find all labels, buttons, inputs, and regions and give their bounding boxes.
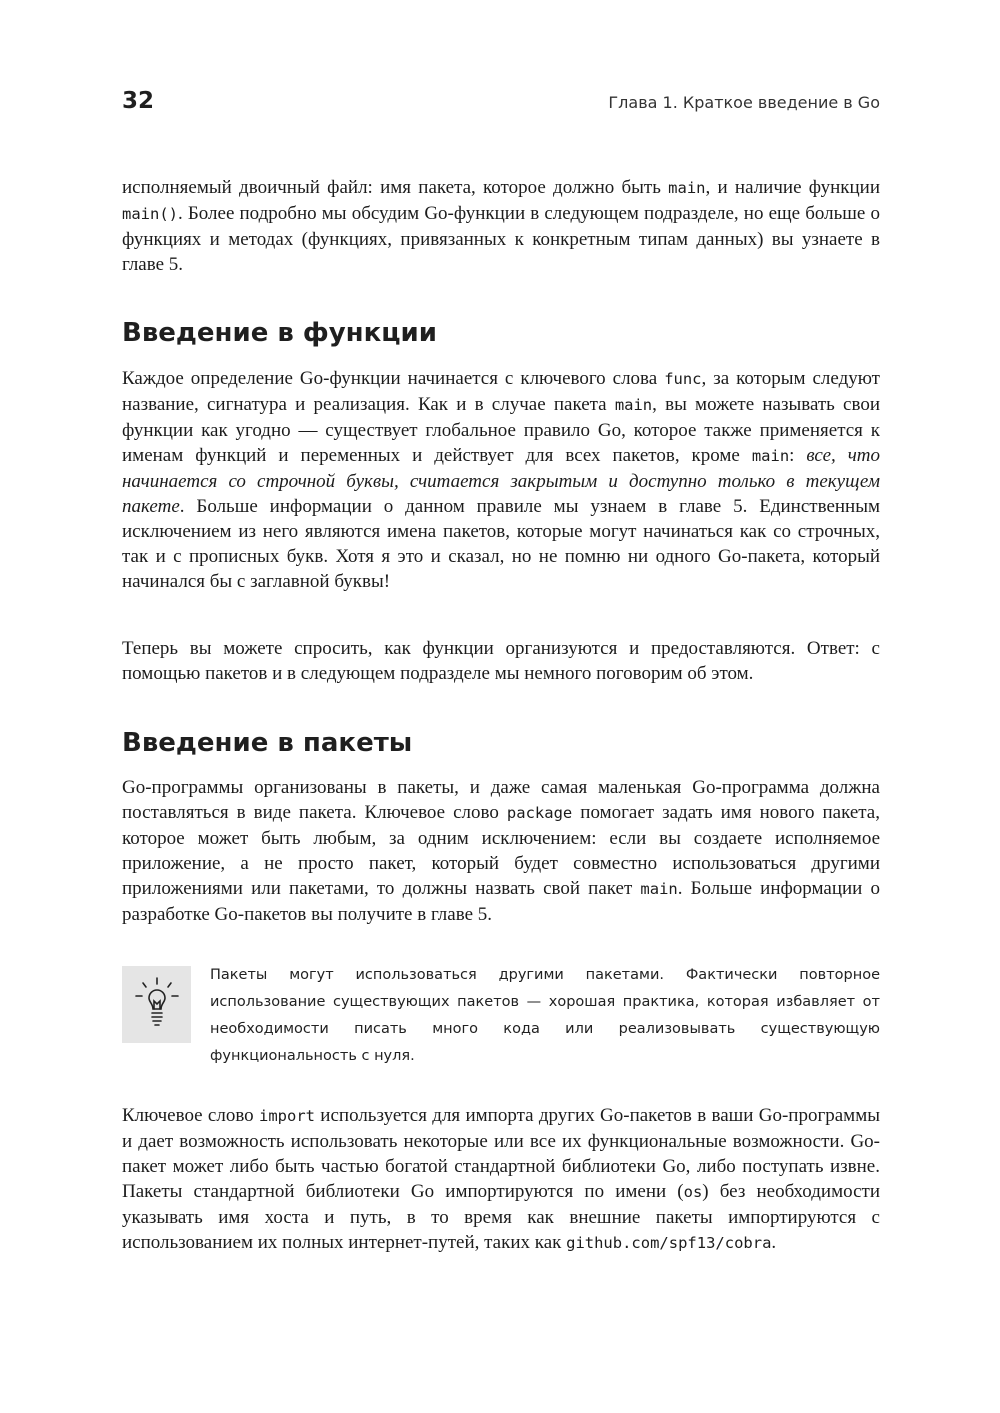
text-run: . Больше информации о разработке Go-пакетов вы получите в главе 5.	[122, 878, 881, 925]
text-run: , вы можете называть свои функции как угодно — существует глобальное правило Go, которое также применяется к именам функций и переменных и действует для всех пакетов, кроме	[122, 394, 881, 466]
code-main: main	[751, 447, 790, 465]
italic-rule: все, что начинается со строчной буквы, считается закрытым и доступно только в текущем пакете	[122, 445, 881, 517]
text-run: исполняемый двоичный файл: имя пакета, которое должно быть	[122, 177, 669, 198]
text-run: . Больше информации о данном правиле мы узнаем в главе 5. Единственным исключением из него являются имена пакетов, которые могут начинаться как со строчных, так и с прописных букв. Хотя я это и сказал, но не помню ни одного Go-пакета, который начинался бы с заглавной буквы!	[122, 496, 880, 592]
code-main: main	[640, 880, 678, 898]
code-package: package	[506, 804, 573, 822]
text-run: , и наличие функции	[705, 177, 880, 198]
code-os: os	[683, 1183, 703, 1201]
code-cobra-path: github.com/spf13/cobra	[566, 1234, 772, 1252]
section-heading-packages: Введение в пакеты	[122, 728, 413, 758]
code-func: func	[664, 370, 702, 388]
intro-paragraph	[122, 175, 880, 277]
code-import: import	[259, 1107, 315, 1125]
packages-paragraph-2	[122, 1103, 880, 1256]
packages-paragraph-1	[122, 775, 880, 927]
tip-text: Пакеты могут использоваться другими пакетами. Фактически повторное использование существующих пакетов — хорошая практика, которая избавляет от необходимости писать много кода или реализовывать существующую функциональность с нуля.	[210, 967, 880, 1064]
code-main: main	[668, 179, 706, 197]
text-run: , за которым следуют название, сигнатура и реализация. Как и в случае пакета	[122, 368, 880, 415]
section-heading-functions: Введение в функции	[122, 318, 437, 348]
text-run: . Более подробно мы обсудим Go-функции в следующем подразделе, но еще больше о функциях и методах (функциях, привязанных к конкретным типам данных) вы узнаете в главе 5.	[122, 203, 880, 275]
text-run: используется для импорта других Go-пакетов в ваши Go-программы и дает возможность использовать некоторые или все их функциональные возможности. Go-пакет может либо быть частью богатой стандартной библиотеки Go, либо поступать извне. Пакеты стандартной библиотеки Go импортируются по имени (	[122, 1105, 880, 1202]
chapter-title: Глава 1. Краткое введение в Go	[608, 93, 880, 112]
page-number: 32	[122, 88, 155, 114]
tip-icon-box	[122, 966, 191, 1043]
text-run: Go-программы организованы в пакеты, и даже самая маленькая Go-программа должна поставляться в виде пакета. Ключевое слово	[122, 777, 880, 823]
code-main: main	[614, 396, 653, 414]
text-run: Каждое определение Go-функции начинается с ключевого слова	[122, 368, 665, 389]
book-page	[122, 0, 880, 1413]
text-run: Ключевое слово	[122, 1105, 259, 1126]
functions-paragraph-1	[122, 366, 880, 594]
text-run: :	[789, 445, 807, 466]
functions-paragraph-2: Теперь вы можете спросить, как функции организуются и предоставляются. Ответ: с помощью пакетов и в следующем подразделе мы немного поговорим об этом.	[122, 638, 880, 684]
running-header	[122, 88, 880, 120]
text-run: .	[771, 1232, 777, 1253]
text-run: ) без необходимости указывать имя хоста и путь, в то время как внешние пакеты импортируются с использованием их полных интернет-путей, таких как	[122, 1181, 880, 1253]
code-main-func: main()	[122, 205, 178, 223]
lightbulb-icon	[134, 976, 180, 1034]
text-run: помогает задать имя нового пакета, которое может быть любым, за одним исключением: если вы создаете исполняемое приложение, а не просто пакет, который будет совместно использоваться другими приложениями или пакетами, то должны назвать свой пакет	[122, 802, 880, 899]
